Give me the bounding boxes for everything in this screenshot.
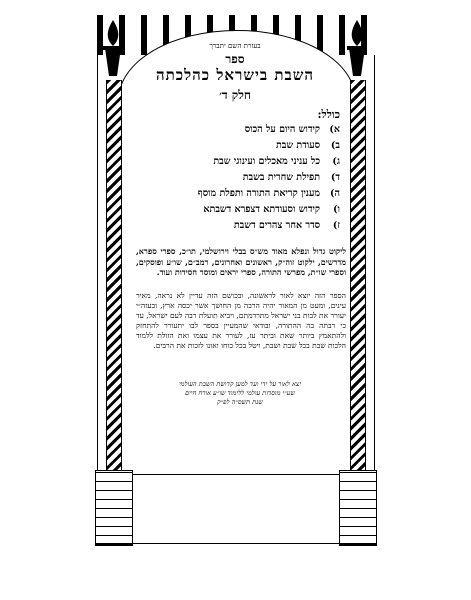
dedication-line: שע״י מוסדות עולמי ללימוד שו״ע אורח חיים <box>185 389 295 397</box>
item-text: מענין קריאת התורה ותפלת מוסף <box>197 188 320 199</box>
list-item <box>135 220 340 231</box>
item-number: ז) <box>332 220 340 231</box>
sources-paragraph: ליקוט גדול ונפלא מאוד מש״ס בבלי וירושלמי, תו״כ, ספרי ספרא, מדרשים, ילקוט זוה״ק, ראשונים ואחרונים, רמב״ם, שו״ע ופוסקים, וספרי שו״ת, מפרשי התורה, ספרי יראים ומוסר חסידות ועוד. <box>136 246 346 277</box>
item-number: ה) <box>330 188 340 199</box>
list-item <box>135 124 340 135</box>
item-text: סדר אחר צהרים דשבת <box>233 220 320 231</box>
left-pillar-base <box>95 470 133 546</box>
list-item <box>135 156 340 167</box>
publisher-dedication <box>155 380 325 407</box>
opening-blessing: בעזרת השם יתברך <box>209 42 261 50</box>
publication-year: שנת תשס״ה לפ״ק <box>217 398 263 406</box>
item-number: ב) <box>330 140 340 151</box>
item-text: סעודת שבת <box>276 140 320 151</box>
torch-icon <box>99 18 127 78</box>
list-item <box>135 188 340 199</box>
item-number: א) <box>329 124 340 135</box>
right-pillar <box>350 80 366 475</box>
item-text: קידוש היום על הכוס <box>244 124 320 135</box>
contents-heading: כולל: <box>317 108 340 121</box>
item-text: כל עניני מאכלים ועינוגי שבת <box>213 156 320 167</box>
torch-icon <box>343 18 371 78</box>
list-item <box>135 140 340 151</box>
item-text: קידוש וסעודתא דצפרא דשבתא <box>203 204 320 215</box>
item-number: ד) <box>330 172 340 183</box>
floor-line <box>95 543 376 544</box>
sefer-label: ספר <box>225 52 245 66</box>
item-text: תפילת שחרית בשבת <box>242 172 320 183</box>
list-item <box>135 204 340 215</box>
intro-paragraph: הספר הזה יוצא לאור לראשונה, ובכושם הזה עדיין לא נראה, מאיר עינים, ומעט מן המאור יהיה הרבה מן החושך אשר יכסה ארץ, ובעזה״י יעורר את לבות בני ישראל מתרדמתם, ויביא תועלת רבה לעם ישראל, עד כי רבתה בה ההתורה, ובודאי שהמעיין בספר לבו יתעורר להתחזק ולהתאמץ ביותר שאת וביתר עז, לעורר את עצמו ואת הזולת ללמוד הלכות שבת בכל שבת ושבת, ויטל בכל כוחו ואונו לזכות את הרבים. <box>136 291 346 350</box>
right-pillar-base <box>339 470 377 546</box>
item-number: ג) <box>332 156 340 167</box>
table-of-contents <box>135 124 340 236</box>
volume-label: חלק ד׳ <box>219 88 251 102</box>
item-number: ו) <box>333 204 340 215</box>
book-title: השבת בישראל כהלכתה <box>156 66 314 84</box>
left-pillar <box>106 80 122 475</box>
dedication-line: יצא לאור על ידי ועד למען קדושת השבת העולמי <box>178 380 302 388</box>
list-item <box>135 172 340 183</box>
